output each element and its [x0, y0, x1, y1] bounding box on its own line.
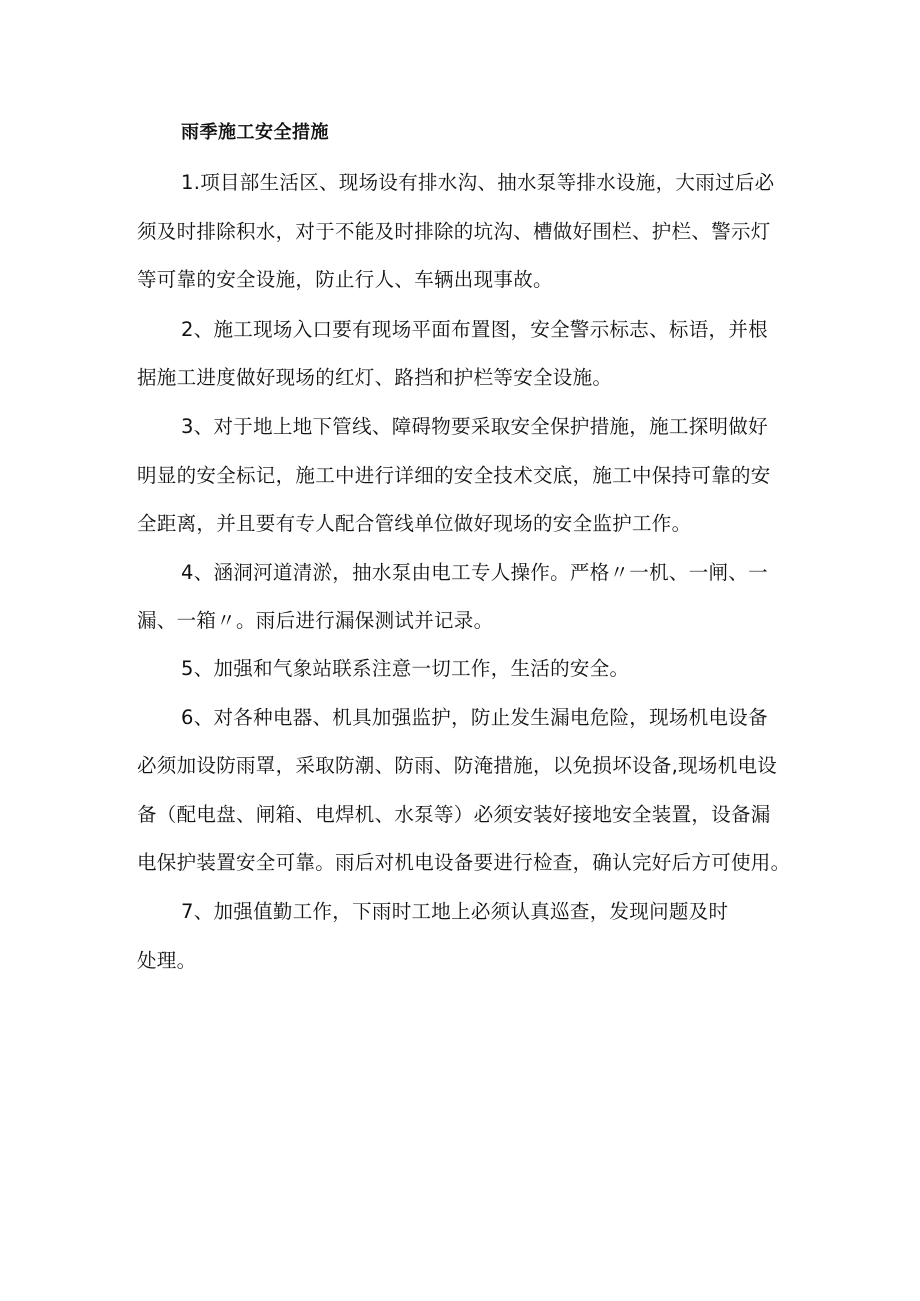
- paragraph-4-line-2: 漏、一箱〃。雨后进行漏保测试并记录。: [137, 609, 494, 632]
- paragraph-3-line-2: 明显的安全标记，施工中进行详细的安全技术交底，施工中保持可靠的安: [137, 464, 771, 487]
- paragraph-4-line-1: 4、涵洞河道清淤，抽水泵由电工专人操作。严格〃一机、一闸、一: [181, 561, 768, 584]
- paragraph-7-line-2: 处理。: [137, 949, 197, 972]
- document-title: 雨季施工安全措施: [181, 122, 329, 143]
- paragraph-7-line-1: 7、加强值勤工作，下雨时工地上必须认真巡查，发现问题及时: [181, 900, 729, 923]
- paragraph-6-line-3: 备（配电盘、闸箱、电焊机、水泵等）必须安装好接地安全装置，设备漏: [137, 803, 771, 826]
- paragraph-2-line-1: 2、施工现场入口要有现场平面布置图，安全警示标志、标语，并根: [181, 318, 768, 341]
- paragraph-6-line-2: 必须加设防雨罩，采取防潮、防雨、防淹措施，以免损坏设备,现场机电设: [137, 754, 778, 777]
- paragraph-1-line-3: 等可靠的安全设施，防止行人、车辆出现事故。: [137, 268, 553, 291]
- paragraph-1-line-1: 1.项目部生活区、现场设有排水沟、抽水泵等排水设施，大雨过后必: [181, 171, 775, 194]
- paragraph-6-line-1: 6、对各种电器、机具加强监护，防止发生漏电危险，现场机电设备: [181, 706, 768, 729]
- paragraph-2-line-2: 据施工进度做好现场的红灯、路挡和护栏等安全设施。: [137, 366, 613, 389]
- paragraph-1-line-2: 须及时排除积水，对于不能及时排除的坑沟、槽做好围栏、护栏、警示灯: [137, 220, 771, 243]
- paragraph-5-line-1: 5、加强和气象站联系注意一切工作，生活的安全。: [181, 657, 630, 680]
- paragraph-6-line-4: 电保护装置安全可靠。雨后对机电设备要进行检查，确认完好后方可使用。: [137, 851, 791, 874]
- paragraph-3-line-3: 全距离，并且要有专人配合管线单位做好现场的安全监护工作。: [137, 512, 692, 535]
- paragraph-3-line-1: 3、对于地上地下管线、障碍物要采取安全保护措施，施工探明做好: [181, 415, 768, 438]
